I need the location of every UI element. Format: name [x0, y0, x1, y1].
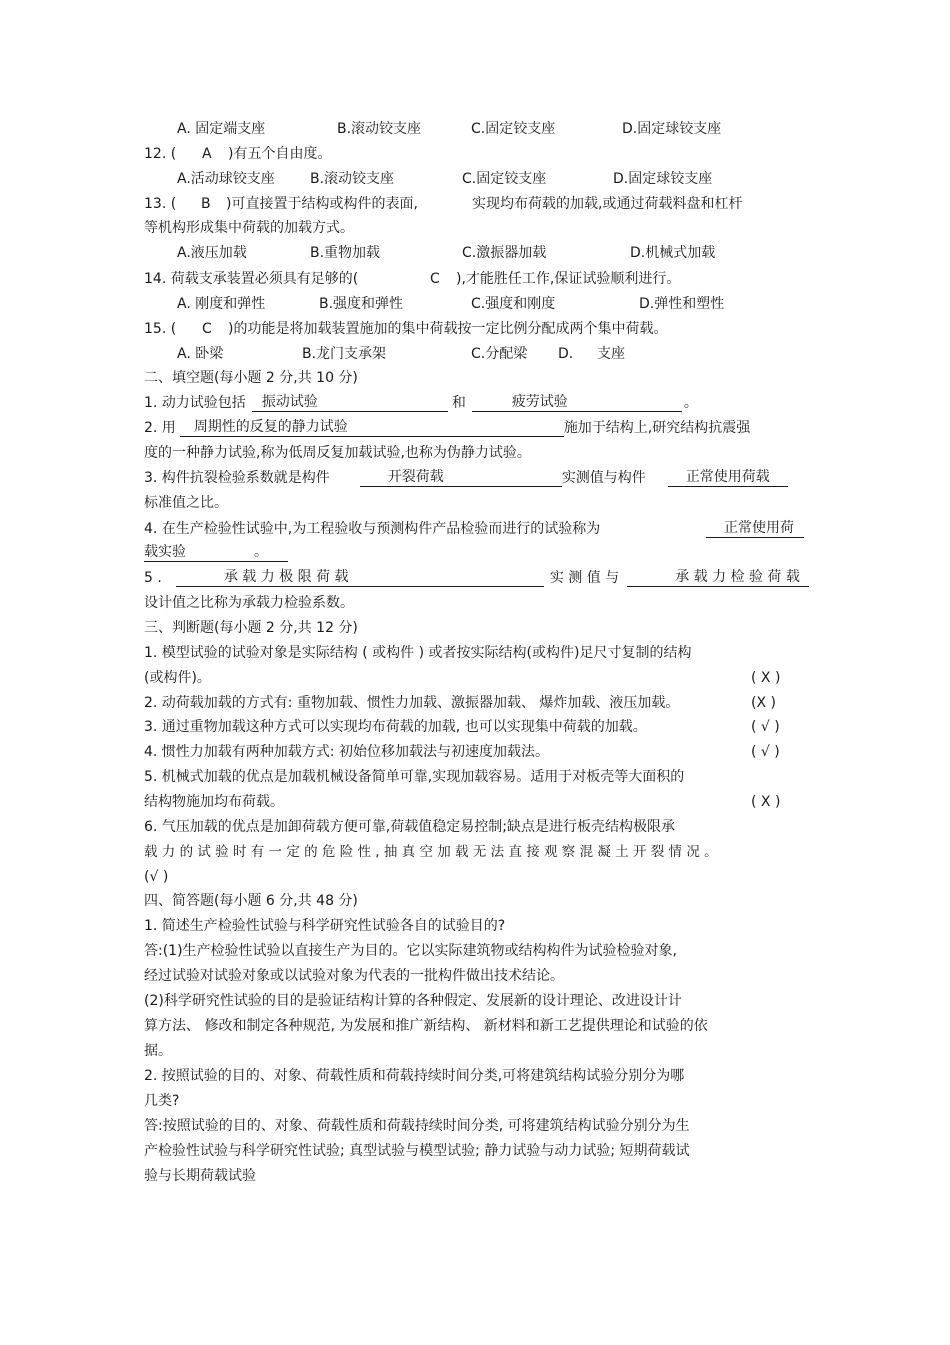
q15-option-b: B.龙门支承架: [302, 346, 387, 362]
fill-q5-line2: 设计值之比称为承载力检验系数。: [144, 595, 354, 611]
judge-q1-line2: (或构件)。: [144, 670, 211, 686]
q14-stem: 14. 荷载支承装置必须具有足够的(: [144, 271, 359, 287]
short-a1-line5: 据。: [144, 1043, 172, 1059]
fill-q5-prefix: 5 .: [144, 570, 162, 586]
q14-option-b: B.强度和弹性: [319, 296, 404, 312]
fill-q3-prefix: 3. 构件抗裂检验系数就是构件: [144, 470, 330, 486]
fill-q2: [144, 419, 750, 437]
short-a2-line1: 答:按照试验的目的、对象、荷载性质和荷载持续时间分类, 可将建筑结构试验分别分为生: [144, 1118, 690, 1134]
short-heading: 四、简答题(每小题 6 分,共 48 分): [144, 893, 358, 909]
q15-option-a: A. 卧梁: [177, 346, 224, 362]
fill-q3: [144, 469, 788, 487]
q11-option-a: A. 固定端支座: [177, 121, 266, 137]
judge-q6-line1: 6. 气压加载的优点是加卸荷载方便可靠,荷载值稳定易控制;缺点是进行板壳结构极限承: [144, 819, 675, 835]
fill-q3-mid: 实测值与构件: [561, 470, 646, 486]
q15-answer: C: [202, 321, 212, 337]
judge-q2-mark: (X ): [751, 695, 776, 711]
q12-option-a: A.活动球铰支座: [177, 171, 275, 187]
fill-q2-post: 施加于结构上,研究结构抗震强: [563, 420, 751, 436]
short-a2-line2: 产检验性试验与科学研究性试验; 真型试验与模型试验; 静力试验与动力试验; 短期荷载试: [144, 1143, 690, 1159]
q15-option-d-text: 支座: [597, 346, 625, 362]
q15-number: 15. (: [144, 321, 177, 337]
q14-option-c: C.强度和刚度: [471, 296, 556, 312]
fill-q5-blank-2: 承 载 力 检 验 荷 载: [627, 569, 809, 587]
q12-answer: A: [202, 146, 212, 162]
fill-q1: [144, 394, 698, 412]
judge-heading: 三、判断题(每小题 2 分,共 12 分): [144, 620, 358, 636]
q15-stem: )的功能是将加载装置施加的集中荷载按一定比例分配成两个集中荷载。: [228, 321, 668, 337]
judge-q1-mark: ( X ): [751, 670, 781, 686]
fill-q4-blank-cont-text: 载实验: [144, 544, 186, 560]
q12-stem: )有五个自由度。: [228, 146, 332, 162]
fill-q4-blank-cont: [144, 544, 288, 562]
short-q1: 1. 简述生产检验性试验与科学研究性试验各自的试验目的?: [144, 918, 506, 934]
q11-option-d: D.固定球铰支座: [622, 121, 722, 137]
q13-option-d: D.机械式加载: [630, 245, 716, 261]
q12-option-b: B.滚动铰支座: [310, 171, 395, 187]
judge-q1-line1: 1. 模型试验的试验对象是实际结构 ( 或构件 ) 或者按实际结构(或构件)足尺寸复制的结构: [144, 645, 692, 661]
q14-answer: C: [430, 271, 440, 287]
fill-q4-blank: 正常使用荷: [706, 520, 804, 538]
fill-q2-blank: 周期性的反复的静力试验: [180, 419, 564, 437]
judge-q4-line1: 4. 惯性力加载有两种加载方式: 初始位移加载法与初速度加载法。: [144, 744, 549, 760]
q15-option-c: C.分配梁: [471, 346, 528, 362]
q14-option-d: D.弹性和塑性: [639, 296, 725, 312]
fill-q4-blank-wrap: [706, 520, 804, 538]
fill-q4-stem: 4. 在生产检验性试验中,为工程验收与预测构件产品检验而进行的试验称为: [144, 521, 601, 537]
fill-q1-blank-1: 振动试验: [252, 394, 448, 412]
fill-q3-line2: 标准值之比。: [144, 495, 228, 511]
q15-option-d: D.: [558, 346, 574, 362]
short-a1-line2: 经过试验对试验对象或以试验对象为代表的一批构件做出技术结论。: [144, 968, 564, 984]
q13-option-c: C.激振器加载: [462, 245, 547, 261]
fill-q2-prefix: 2. 用: [144, 420, 176, 436]
q14-option-a: A. 刚度和弹性: [177, 296, 266, 312]
short-a2-line3: 验与长期荷载试验: [144, 1168, 256, 1184]
fill-q3-blank-1: 开裂荷载: [360, 469, 562, 487]
judge-q4-mark: ( √ ): [751, 744, 780, 760]
q13-stem-line2: 等机构形成集中荷载的加载方式。: [144, 220, 354, 236]
q13-option-a: A.液压加载: [177, 245, 247, 261]
fill-q3-blank-2: 正常使用荷载: [668, 469, 788, 487]
q12-option-c: C.固定铰支座: [462, 171, 547, 187]
fill-q1-blank-2: 疲劳试验: [472, 394, 682, 412]
judge-q5-line1: 5. 机械式加载的优点是加载机械设备简单可靠,实现加载容易。适用于对板壳等大面积的: [144, 769, 685, 785]
fill-q4-line2: [144, 544, 288, 562]
q13-option-b: B.重物加载: [310, 245, 381, 261]
short-q2-line2: 几类?: [144, 1093, 180, 1109]
fill-q1-end: 。: [683, 395, 698, 411]
fill-q1-and: 和: [451, 395, 466, 411]
fill-q1-prefix: 1. 动力试验包括: [144, 395, 246, 411]
judge-q6-line2: 载 力 的 试 验 时 有 一 定 的 危 险 性 , 抽 真 空 加 载 无 法 直 接 观 察 混 凝 土 开 裂 情 况 。: [144, 844, 718, 860]
q11-option-b: B.滚动铰支座: [337, 121, 422, 137]
short-q2-line1: 2. 按照试验的目的、对象、荷载性质和荷载持续时间分类,可将建筑结构试验分别分为哪: [144, 1068, 685, 1084]
fill-heading: 二、填空题(每小题 2 分,共 10 分): [144, 370, 358, 386]
q13-stem-continued: 实现均布荷载的加载,或通过荷载料盘和杠杆: [472, 196, 743, 212]
q11-option-c: C.固定铰支座: [471, 121, 556, 137]
q13-stem: )可直接置于结构或构件的表面,: [226, 196, 418, 212]
judge-q3-line1: 3. 通过重物加载这种方式可以实现均布荷载的加载, 也可以实现集中荷载的加载。: [144, 719, 647, 735]
q14-stem-end: ),才能胜任工作,保证试验顺利进行。: [456, 271, 681, 287]
judge-q5-line2: 结构物施加均布荷载。: [144, 794, 284, 810]
fill-q4-end: 。: [254, 544, 268, 560]
judge-q5-mark: ( X ): [751, 794, 781, 810]
q13-number: 13. (: [144, 196, 177, 212]
judge-q3-mark: ( √ ): [751, 719, 780, 735]
judge-q2-line1: 2. 动荷载加载的方式有: 重物加载、惯性力加载、激振器加载、 爆炸加载、液压加载。: [144, 695, 680, 711]
judge-q6-mark: (√ ): [144, 869, 169, 885]
fill-q5-mid: 实 测 值 与: [549, 570, 620, 586]
q12-number: 12. (: [144, 146, 177, 162]
short-a1-line1: 答:(1)生产检验性试验以直接生产为目的。它以实际建筑物或结构构件为试验检验对象,: [144, 943, 677, 959]
q12-option-d: D.固定球铰支座: [613, 171, 713, 187]
fill-q5-blank-1: 承 载 力 极 限 荷 载: [176, 569, 544, 587]
fill-q5: [144, 569, 809, 587]
short-a1-line4: 算方法、 修改和制定各种规范, 为发展和推广新结构、 新材料和新工艺提供理论和试验的依: [144, 1018, 708, 1034]
q13-answer: B: [201, 196, 211, 212]
fill-q2-line2: 度的一种静力试验,称为低周反复加载试验,也称为伪静力试验。: [144, 445, 531, 461]
short-a1-line3: (2)科学研究性试验的目的是验证结构计算的各种假定、发展新的设计理论、改进设计计: [144, 993, 682, 1009]
